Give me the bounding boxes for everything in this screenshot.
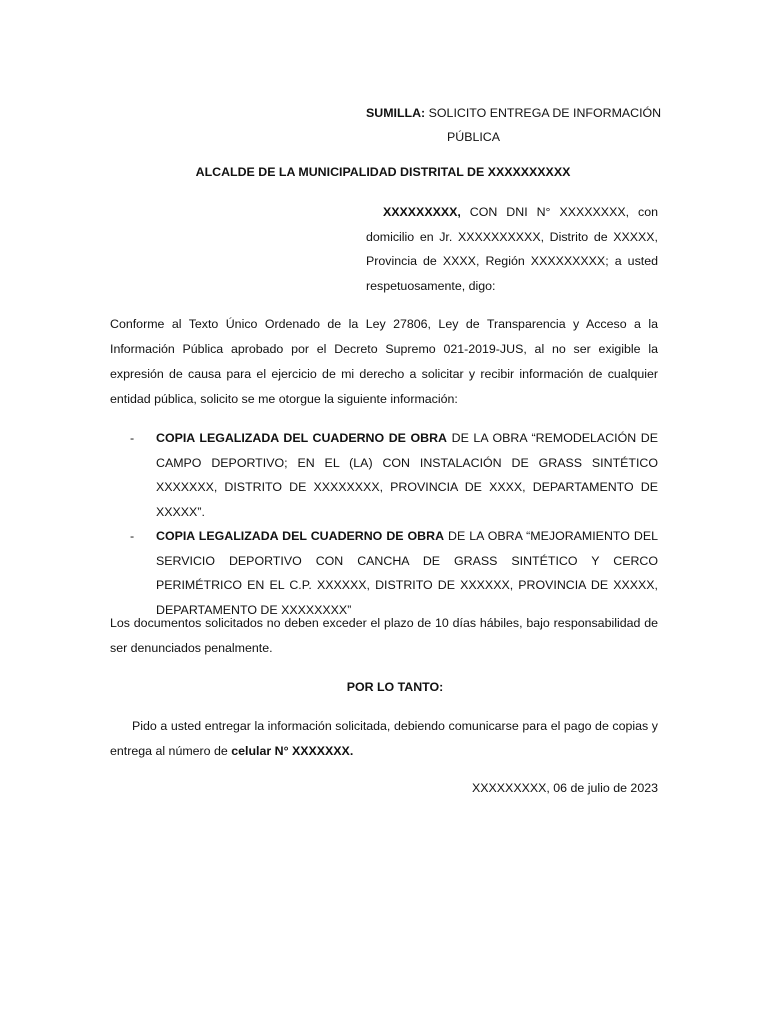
por-lo-tanto-text: POR LO TANTO: — [346, 680, 444, 694]
request-title: COPIA LEGALIZADA DEL CUADERNO DE OBRA — [156, 431, 448, 445]
date-line: XXXXXXXXX, 06 de julio de 2023 — [472, 781, 658, 795]
petitioner-text: CON DNI N° XXXXXXXX, con domicilio en Jr. XXXXXXXXXX, Distrito de XXXXX, Provincia de XXXX, Región XXXXXXXXX; a usted respetuosamente, digo: — [366, 205, 658, 293]
deadline-paragraph: Los documentos solicitados no deben exceder el plazo de 10 días hábiles, bajo responsabilidad de ser denunciados penalmente. — [110, 616, 658, 655]
intro-paragraph: Conforme al Texto Único Ordenado de la Ley 27806, Ley de Transparencia y Acceso a la Información Pública aprobado por el Decreto Supremo 021-2019-JUS, al no ser exigible la expresión de causa para el ejercicio de mi derecho a solicitar y recibir información de cualquier entidad pública, solicito se me otorgue la siguiente información: — [110, 317, 658, 406]
list-dash: - — [130, 529, 135, 543]
petitioner-block — [366, 200, 658, 298]
request-list — [110, 426, 658, 622]
sumilla-line1: SOLICITO ENTREGA DE INFORMACIÓN — [428, 106, 662, 120]
request-title: COPIA LEGALIZADA DEL CUADERNO DE OBRA — [156, 529, 445, 543]
petitioner-name: XXXXXXXXX, — [383, 205, 461, 219]
list-item — [110, 524, 658, 622]
addressee-text: ALCALDE DE LA MUNICIPALIDAD DISTRITAL DE XXXXXXXXXX — [195, 165, 571, 179]
list-item — [110, 426, 658, 524]
sumilla-line2: PÚBLICA — [447, 130, 501, 144]
por-lo-tanto-heading — [0, 678, 768, 696]
addressee-heading — [0, 163, 768, 181]
closing-text: Pido a usted entregar la información solicitada, debiendo comunicarse para el pago de copias y entrega al número de — [110, 719, 658, 758]
request-text: DE LA OBRA “REMODELACIÓN DE CAMPO DEPORTIVO; EN EL (LA) CON INSTALACIÓN DE GRASS SINTÉTICO XXXXXXX, DISTRITO DE XXXXXXXX, PROVINCIA DE XXXX, DEPARTAMENTO DE XXXXX”. — [156, 431, 658, 519]
closing-paragraph — [110, 714, 658, 764]
sumilla-label: SUMILLA: — [366, 106, 426, 120]
list-dash: - — [130, 431, 135, 445]
sumilla-block — [366, 101, 666, 149]
closing-phone: celular N° XXXXXXX. — [231, 744, 354, 758]
request-text: DE LA OBRA “MEJORAMIENTO DEL SERVICIO DEPORTIVO CON CANCHA DE GRASS SINTÉTICO Y CERCO PERIMÉTRICO EN EL C.P. XXXXXX, DISTRITO DE XXXXXX, PROVINCIA DE XXXXX, DEPARTAMENTO DE XXXXXXXX” — [156, 529, 658, 617]
